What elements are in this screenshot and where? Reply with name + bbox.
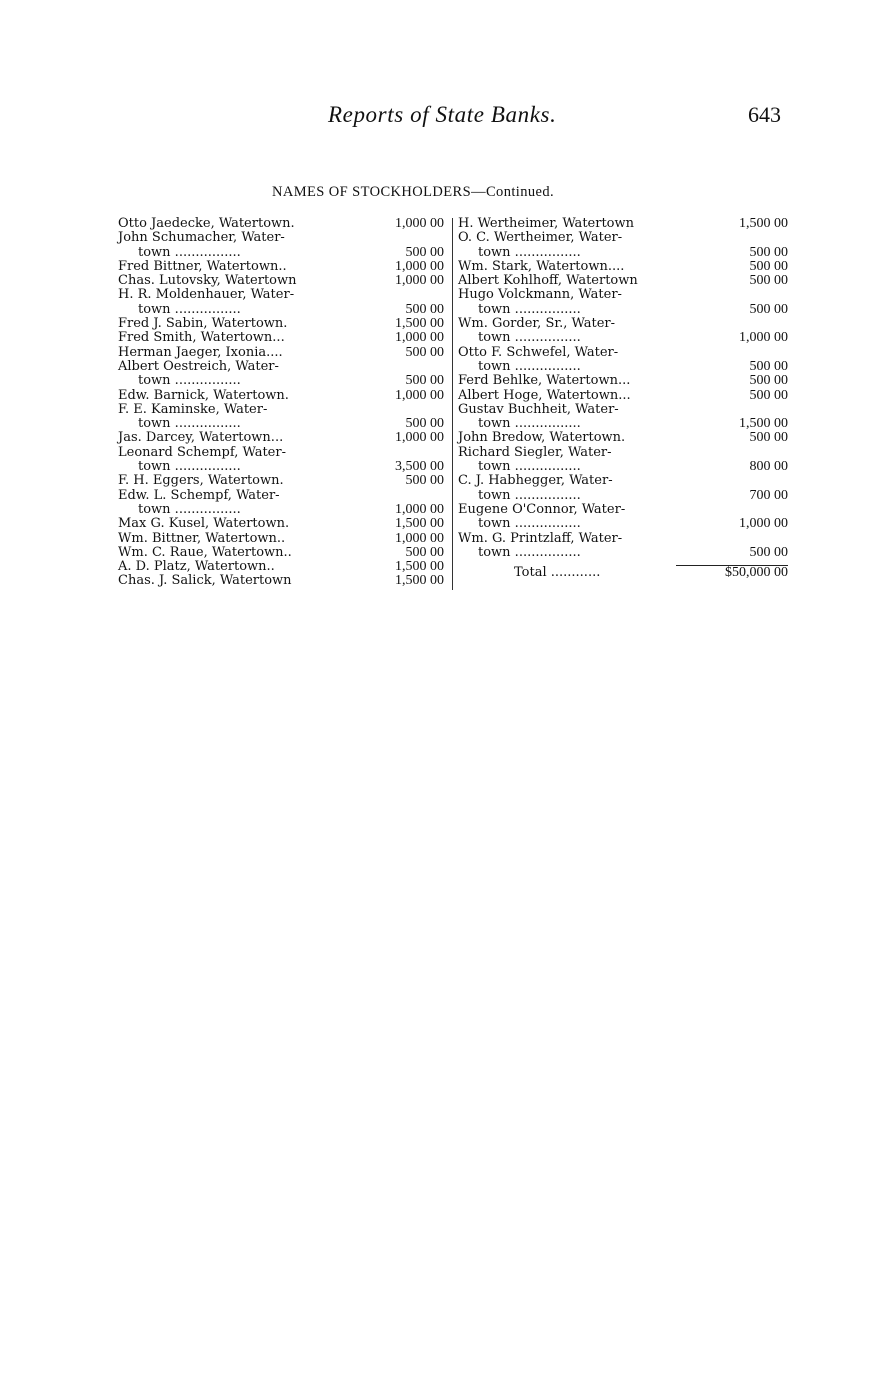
stockholder-row <box>118 360 448 374</box>
stockholder-amount: 500 00 <box>749 258 788 274</box>
stockholder-amount: 800 00 <box>749 459 788 475</box>
stockholder-name: Wm. Bittner, Watertown.. <box>118 530 286 546</box>
stockholder-name: Herman Jaeger, Ixonia.... <box>118 344 283 360</box>
stockholder-row <box>118 346 448 360</box>
stockholder-row <box>458 503 788 517</box>
stockholder-amount: 1,000 00 <box>395 258 444 274</box>
stockholder-row <box>118 331 448 345</box>
stockholder-name: Gustav Buchheit, Water- <box>458 401 619 417</box>
stockholder-row <box>458 260 788 274</box>
stockholder-name: Fred Bittner, Watertown.. <box>118 258 287 274</box>
stockholder-name: Chas. J. Salick, Watertown <box>118 573 292 589</box>
stockholder-row <box>118 417 448 431</box>
stockholder-amount: 3,500 00 <box>395 459 444 475</box>
stockholder-row <box>118 274 448 288</box>
stockholder-name: town ................ <box>138 501 241 517</box>
stockholder-amount: 500 00 <box>405 301 444 317</box>
stockholder-name: Leonard Schempf, Water- <box>118 444 286 460</box>
stockholder-name: town ................ <box>478 244 581 260</box>
stockholder-row <box>118 517 448 531</box>
stockholder-name: Albert Hoge, Watertown... <box>458 387 631 403</box>
stockholder-row <box>118 217 448 231</box>
stockholder-name: town ................ <box>478 516 581 532</box>
stockholder-row <box>118 260 448 274</box>
stockholder-name: Edw. Barnick, Watertown. <box>118 387 289 403</box>
stockholder-name: Wm. G. Printzlaff, Water- <box>458 530 623 546</box>
stockholder-name: F. E. Kaminske, Water- <box>118 401 268 417</box>
stockholder-row <box>458 346 788 360</box>
stockholder-row <box>458 246 788 260</box>
stockholder-row <box>118 231 448 245</box>
stockholder-row <box>458 317 788 331</box>
stockholder-amount: 1,500 00 <box>395 559 444 575</box>
stockholder-amount: 500 00 <box>405 544 444 560</box>
stockholder-row <box>458 389 788 403</box>
running-title: Reports of State Banks. <box>328 102 557 127</box>
stockholder-name: Max G. Kusel, Watertown. <box>118 516 290 532</box>
stockholder-name: town ................ <box>478 487 581 503</box>
stockholder-name: F. H. Eggers, Watertown. <box>118 473 284 489</box>
stockholder-row <box>458 360 788 374</box>
stockholder-amount: 500 00 <box>405 244 444 260</box>
stockholder-name: town ................ <box>138 373 241 389</box>
page-number: 643 <box>748 102 781 127</box>
stockholder-amount: 1,000 00 <box>395 273 444 289</box>
stockholder-amount: 1,000 00 <box>395 530 444 546</box>
stockholder-amount: 700 00 <box>749 487 788 503</box>
stockholder-name: Eugene O'Connor, Water- <box>458 501 626 517</box>
stockholder-amount: 1,500 00 <box>739 416 788 432</box>
stockholder-name: Ferd Behlke, Watertown... <box>458 373 631 389</box>
stockholder-row <box>118 546 448 560</box>
stockholder-name: town ................ <box>138 244 241 260</box>
stockholder-name: Wm. Stark, Watertown.... <box>458 258 625 274</box>
stockholder-name: John Bredow, Watertown. <box>458 430 626 446</box>
stockholder-name: Otto Jaedecke, Watertown. <box>118 216 295 231</box>
stockholder-name: Wm. Gorder, Sr., Water- <box>458 316 616 332</box>
stockholder-amount: 1,000 00 <box>395 330 444 346</box>
stockholder-name: H. Wertheimer, Watertown <box>458 216 634 231</box>
stockholder-row <box>458 417 788 431</box>
stockholder-row <box>118 489 448 503</box>
stockholder-row <box>118 446 448 460</box>
stockholder-name: Jas. Darcey, Watertown... <box>118 430 284 446</box>
stockholder-row <box>118 474 448 488</box>
stockholder-amount: 500 00 <box>749 244 788 260</box>
stockholder-row <box>118 503 448 517</box>
stockholder-name: Albert Oestreich, Water- <box>118 358 279 374</box>
stockholder-amount: 500 00 <box>749 358 788 374</box>
stockholder-row <box>118 574 448 588</box>
total-amount: $50,000 00 <box>725 565 788 581</box>
stockholder-name: O. C. Wertheimer, Water- <box>458 230 623 246</box>
stockholder-row <box>118 374 448 388</box>
stockholder-amount: 500 00 <box>405 473 444 489</box>
stockholder-name: town ................ <box>138 459 241 475</box>
section-title: NAMES OF STOCKHOLDERS—Continued. <box>272 184 555 200</box>
stockholder-amount: 1,000 00 <box>395 430 444 446</box>
stockholder-row <box>458 489 788 503</box>
stockholder-amount: 500 00 <box>405 416 444 432</box>
stockholder-amount: 1,000 00 <box>395 501 444 517</box>
stockholder-name: Edw. L. Schempf, Water- <box>118 487 280 503</box>
stockholder-row <box>458 217 788 231</box>
stockholder-amount: 1,000 00 <box>739 516 788 532</box>
stockholder-name: Hugo Volckmann, Water- <box>458 287 622 303</box>
stockholder-row <box>458 288 788 302</box>
stockholder-row <box>118 431 448 445</box>
stockholder-row <box>458 374 788 388</box>
stockholder-amount: 1,500 00 <box>395 516 444 532</box>
stockholder-name: Otto F. Schwefel, Water- <box>458 344 619 360</box>
stockholder-name: C. J. Habhegger, Water- <box>458 473 613 489</box>
stockholder-row <box>458 517 788 531</box>
stockholder-amount: 1,000 00 <box>739 330 788 346</box>
stockholder-row <box>458 231 788 245</box>
stockholder-row <box>458 274 788 288</box>
stockholder-amount: 1,500 00 <box>395 573 444 589</box>
total-row <box>458 566 788 580</box>
stockholder-row <box>458 403 788 417</box>
stockholder-name: town ................ <box>478 416 581 432</box>
column-divider <box>452 218 453 590</box>
stockholder-name: town ................ <box>478 301 581 317</box>
stockholder-name: H. R. Moldenhauer, Water- <box>118 287 295 303</box>
stockholder-row <box>118 460 448 474</box>
stockholder-name: A. D. Platz, Watertown.. <box>118 559 275 575</box>
stockholder-name: Fred Smith, Watertown... <box>118 330 285 346</box>
stockholder-row <box>458 431 788 445</box>
stockholders-left-column <box>118 217 448 589</box>
stockholder-name: town ................ <box>138 416 241 432</box>
stockholder-row <box>458 474 788 488</box>
stockholder-amount: 500 00 <box>749 273 788 289</box>
stockholder-name: town ................ <box>138 301 241 317</box>
stockholder-row <box>458 532 788 546</box>
stockholder-amount: 500 00 <box>749 430 788 446</box>
stockholder-amount: 500 00 <box>749 301 788 317</box>
stockholder-name: town ................ <box>478 330 581 346</box>
stockholder-name: town ................ <box>478 459 581 475</box>
stockholder-row <box>118 389 448 403</box>
stockholder-row <box>458 460 788 474</box>
stockholder-name: Richard Siegler, Water- <box>458 444 612 460</box>
stockholder-row <box>118 403 448 417</box>
stockholder-amount: 500 00 <box>405 373 444 389</box>
stockholder-row <box>458 546 788 560</box>
stockholder-name: Chas. Lutovsky, Watertown <box>118 273 297 289</box>
stockholder-name: Wm. C. Raue, Watertown.. <box>118 544 292 560</box>
stockholder-name: Albert Kohlhoff, Watertown <box>458 273 638 289</box>
stockholder-name: John Schumacher, Water- <box>118 230 285 246</box>
stockholder-row <box>118 532 448 546</box>
stockholder-row <box>458 303 788 317</box>
stockholder-row <box>458 446 788 460</box>
stockholder-row <box>118 303 448 317</box>
stockholder-row <box>118 317 448 331</box>
page-header <box>0 102 895 138</box>
stockholder-amount: 500 00 <box>749 544 788 560</box>
stockholder-amount: 1,500 00 <box>395 316 444 332</box>
stockholders-right-column <box>458 217 788 580</box>
stockholder-row <box>458 331 788 345</box>
stockholder-row <box>118 560 448 574</box>
stockholder-amount: 500 00 <box>405 344 444 360</box>
stockholder-amount: 1,500 00 <box>739 216 788 231</box>
stockholder-name: Fred J. Sabin, Watertown. <box>118 316 288 332</box>
total-label: Total ............ <box>514 565 601 581</box>
stockholder-name: town ................ <box>478 358 581 374</box>
stockholder-name: town ................ <box>478 544 581 560</box>
stockholder-amount: 1,000 00 <box>395 216 444 231</box>
stockholder-amount: 1,000 00 <box>395 387 444 403</box>
stockholder-amount: 500 00 <box>749 373 788 389</box>
stockholder-amount: 500 00 <box>749 387 788 403</box>
stockholder-row <box>118 288 448 302</box>
stockholder-row <box>118 246 448 260</box>
